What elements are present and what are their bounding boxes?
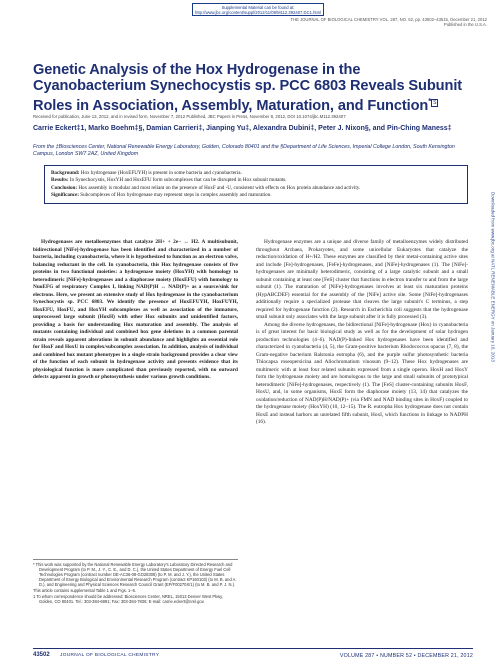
supplemental-s-icon[interactable]: S [433,100,437,106]
supplemental-notice[interactable] [192,3,324,16]
page-footer [33,652,473,660]
background-label: Background: [51,170,80,176]
supplemental-link[interactable]: http://www.jbc.org/content/suppl/2012/11/08/M112.392407.DC1.html [194,9,321,15]
footnote-supplemental[interactable]: This article contains supplemental Table 1 and Figs. 1–5. [33,587,137,593]
abstract-column [33,239,238,382]
author-list: Carrie Eckert‡1, Marko Boehm‡§, Damian Carrieri‡, Jianping Yu‡, Alexandra Dubini‡, Peter J. Nixon§, and Pin-Ching Maness‡ [33,125,452,132]
conclusion-text: Hox assembly is modular and most reliant on the presence of HoxF and -U, consistent with effects on Hox protein abundance and activity. [78,184,361,191]
download-sidebar[interactable] [489,192,497,482]
results-label: Results: [51,177,69,184]
summary-conclusion [51,185,461,192]
significance-label: Significance: [51,191,80,198]
download-sidebar-text[interactable]: Downloaded from www.jbc.org at NATL RENEWABLE ENERGY on January 16, 2013 [490,192,496,362]
footnotes [33,559,238,604]
summary-significance [51,192,461,199]
journal-header-line-2: Published in the U.S.A. [443,22,487,27]
intro-paragraph-1: Hydrogenase enzymes are a unique and diverse family of metalloenzymes widely distributed throughout Archaea, Prokaryotes, and some unicellular Eukaryotes that catalyze the reduction/oxidation of H+/H2. These enzymes are classified by their metal-containing active sites and include [Fe]-hydrogenases, [FeFe]-hydrogenases, and [NiFe]-hydrogenases (1). The [NiFe]-hydrogenases are minimally heterodimeric, consisting of a large catalytic subunit and a small subunit containing at least one [FeS] cluster that functions in electron transfer to and from the large subunit (1). The maturation of [NiFe]-hydrogenases involves at least six maturation proteins (HypABCDEF) essential for the assembly of the [NiFe] active site. Some [NiFe]-hydrogenases additionally require a specialized protease that cleaves the large subunit's C terminus, a step required for hydrogenase function (2). Research in Escherichia coli suggests that the hydrogenase small subunit only associates with the large subunit after it is fully processed (3). [256,239,468,320]
intro-paragraph-2: Among the diverse hydrogenases, the bidirectional [NiFe]-hydrogenase (Hox) in cyanobacteria is of great interest for basic biological study as well as for the development of solar hydrogen production technologies (4–6). NAD(P)-linked Hox hydrogenases have been identified and characterized in cyanobacteria (4, 5), the Gram-positive bacterium Rhodococcus opacus (7, 8), the Gram-negative bacterium Ralstonia eutropha (6), and the purple sulfur photosynthetic bacteria Thiocapsa roseopersicina and Allochromatium vinosum (9–12). These Hox hydrogenases are multimeric with at least four related subunits expressed from a single operon. HoxH and HoxY form the hydrogenase moiety and are homologous to the large and small subunits of prototypical heterodimeric [NiFe]-hydrogenases, respectively (1). The [FeS] cluster-containing subunits HoxF, HoxU, and, in some organisms, HoxE form the diaphorase moiety (13, 14) that catalyzes the oxidation/reduction of NAD(P)H/NAD(P)+ (via FMN and NAD binding sites in HoxF) coupled to the hydrogenase moiety (HoxYH) (10, 12–15). The R. eutropha Hox hydrogenase does not contain HoxE and instead harbors an unrelated fifth subunit, HoxI, which functions in linkage to NADPH (16). [256,321,468,425]
results-text: In Synechocystis, HoxYH and HoxEFU form subcomplexes that can be disrupted in Hox subunit mutants. [69,177,287,184]
page-number: 43502 [33,652,50,658]
article-title [33,62,473,114]
title-marks: * [428,97,432,106]
abstract-text: Hydrogenases are metalloenzymes that catalyze 2H+ + 2e− ↔ H2. A multisubunit, bidirectional [NiFe]-hydrogenase has been identified and characterized in a number of bacteria, including cyanobacteria, where it is hypothesized to function as an electron valve, balancing reductant in the cell. In cyanobacteria, this Hox hydrogenase consists of five proteins in two functional moieties: a hydrogenase moiety (HoxYH) with homology to heterodimeric [NiFe]-hydrogenases and a diaphorase moiety (HoxEFU) with homology to NuoEFG of respiratory Complex I, linking NAD(P)H ↔ NAD(P)+ as a source/sink for electrons. Here, we present an extensive study of Hox hydrogenase in the cyanobacterium Synechocystis sp. PCC 6803. We identify the presence of HoxEFUYH, HoxFUYH, HoxEFU, HoxFU, and HoxYH subcomplexes as well as association of the immature, unprocessed large subunit (HoxH) with other Hox subunits and unidentified factors, providing a basis for understanding Hox maturation and assembly. The analysis of mutants containing individual and combined hox gene deletions in a common parental strain reveals apparent alterations in subunit abundance and highlights an essential role for HoxF and HoxU in complex/subcomplex association. In addition, analysis of individual and combined hox mutant phenotypes in a single strain background provides a clear view of the function of each subunit in hydrogenase activity and presents evidence that its physiological function is more complicated than previously reported, with no outward defects apparent in growth or photosynthesis under various growth conditions. [33,239,238,380]
received-dates: Received for publication, June 13, 2012, and in revised form, November 7, 2012 Published, JBC Papers in Press, November 8, 2012, DOI 10.1074/jbc.M112.392407 [33,114,346,119]
footer-rule [33,648,473,649]
background-text: Hox hydrogenase (HoxEFUYH) is present in some bacteria and cyanobacteria. [80,170,242,176]
article-title-text: Genetic Analysis of the Hox Hydrogenase in the Cyanobacterium Synechocystis sp. PCC 6803 Reveals Subunit Roles in Association, Assembly, Maturation, and Function [33,62,463,114]
footnote-funding: * This work was supported by the National Renewable Energy Laboratory's Laboratory Directed Research and Development Program (to P. M., J. Y., C. E., and D. C.), the United States Department of Energy Fuel Cell Technologies Program (contract number DE-AC36-08-GO28308) (to P. M. and J. Y.), the United States Department of Energy Biological and Environmental Research Program (contract KP160103) (to M. B. and A. D.), and Engineering and Physical Sciences Research Council Grant (EP/F00270X/1) (to M. B. and P. J. N.). [33,562,237,588]
journal-header-line-1: THE JOURNAL OF BIOLOGICAL CHEMISTRY VOL. 287, NO. 52, pp. 43502–43515, December 21, 2012 [290,17,487,22]
summary-box [44,165,468,204]
journal-header [227,17,487,27]
supplemental-line-1: Supplemental Material can be found at: [221,4,295,10]
significance-text: Subcomplexes of Hox hydrogenase may represent steps in complex assembly and maturation. [80,191,272,198]
footer-journal: JOURNAL OF BIOLOGICAL CHEMISTRY [60,653,160,658]
intro-column [256,239,468,427]
summary-results [51,177,461,184]
affiliations: From the ‡Biosciences Center, National Renewable Energy Laboratory, Golden, Colorado 80401 and the §Department of Life Sciences, Imperial College London, South Kensington Campus, London SW7 2AZ, United Kingdom [33,144,455,158]
conclusion-label: Conclusion: [51,184,78,191]
footer-volume: VOLUME 287 • NUMBER 52 • DECEMBER 21, 2012 [339,653,473,659]
footnote-correspondence: 1 To whom correspondence should be addressed: Biosciences Center, NREL, 15013 Denver West Pkwy, Golden, CO 80401. Tel.: 303-384-6891; Fax: 303-384-7836; E-mail: carrie.eckert@nrel.gov. [33,593,224,604]
